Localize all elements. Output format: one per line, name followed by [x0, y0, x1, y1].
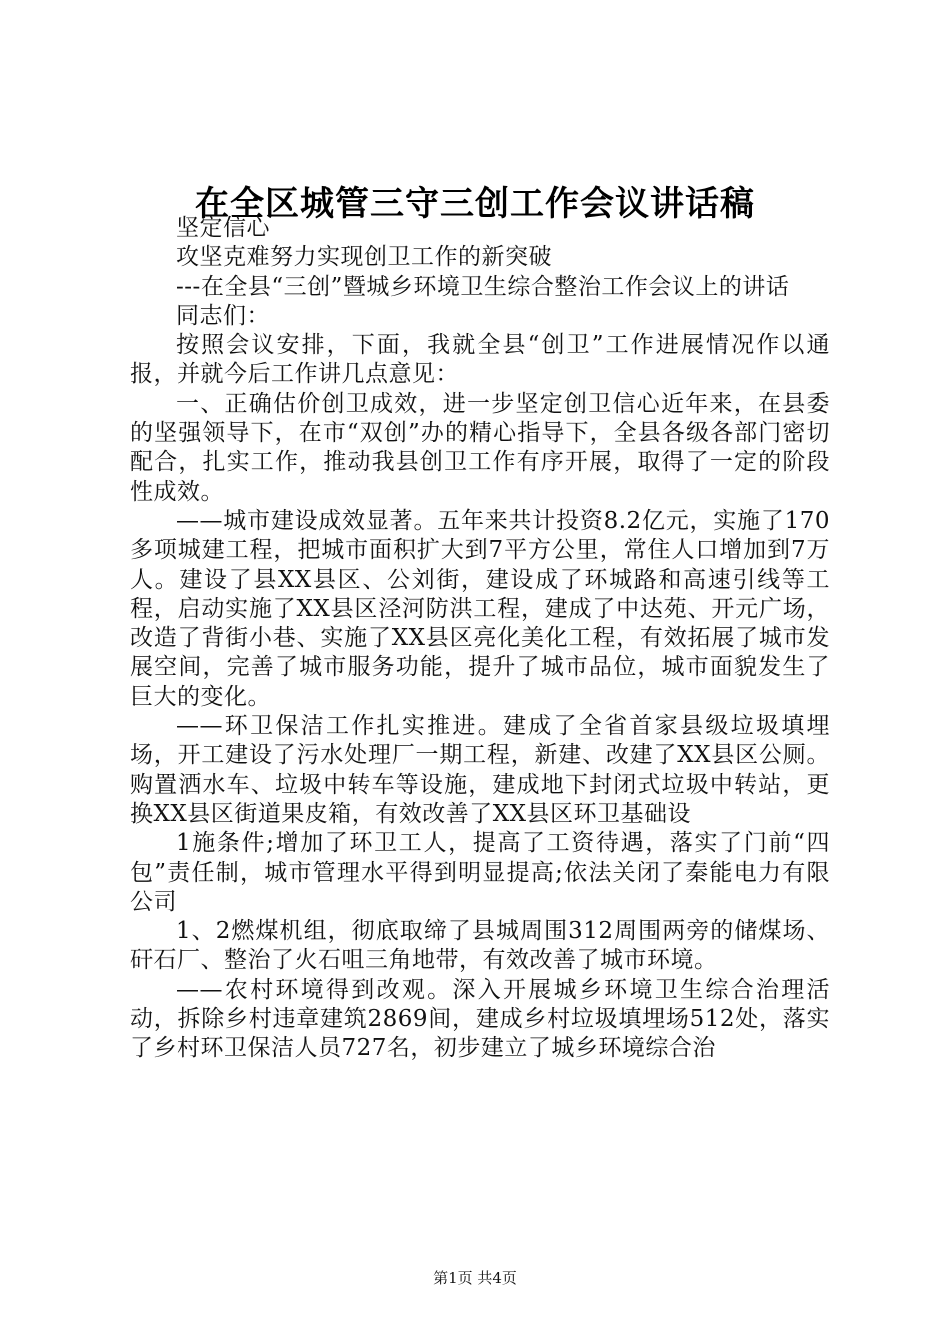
paragraph-coal-units: 1、2燃煤机组，彻底取缔了县城周围312周围两旁的储煤场、矸石厂、整治了火石咀三角地带，有效改善了城市环境。	[130, 918, 830, 974]
paragraph-rural-environment: ——农村环境得到改观。深入开展城乡环境卫生综合治理活动，拆除乡村违章建筑2869间，建成乡村垃圾填埋场512处，落实了乡村环卫保洁人员727名，初步建立了城乡环境综合治	[130, 976, 830, 1062]
paragraph-heading-2: 攻坚克难努力实现创卫工作的新突破	[176, 244, 552, 271]
document-body	[130, 214, 830, 1064]
paragraph-intro: 按照会议安排，下面，我就全县“创卫”工作进展情况作以通报，并就今后工作讲几点意见：	[130, 332, 830, 388]
paragraph-sanitation: ——环卫保洁工作扎实推进。建成了全省首家县级垃圾填埋场，开工建设了污水处理厂一期工程，新建、改建了XX县区公厕。购置洒水车、垃圾中转车等设施，建成地下封闭式垃圾中转站，更换XX县区街道果皮箱，有效改善了XX县区环卫基础设	[130, 713, 830, 827]
page-number-footer: 第1页 共4页	[433, 1269, 517, 1287]
paragraph-sanitation-cont: 1施条件;增加了环卫工人，提高了工资待遇，落实了门前“四包”责任制，城市管理水平得到明显提高;依法关闭了秦能电力有限公司	[130, 830, 830, 915]
paragraph-heading-1: 坚定信心	[176, 215, 270, 241]
paragraph-city-construction: ——城市建设成效显著。五年来共计投资8.2亿元，实施了170多项城建工程，把城市面积扩大到7平方公里，常住人口增加到7万人。建设了县XX县区、公刘街，建设成了环城路和高速引线等工程，启动实施了XX县区泾河防洪工程，建成了中达苑、开元广场，改造了背街小巷、实施了XX县区亮化美化工程，有效拓展了城市发展空间，完善了城市服务功能，提升了城市品位，城市面貌发生了巨大的变化。	[130, 507, 830, 710]
paragraph-salutation: 同志们：	[176, 302, 270, 329]
paragraph-section-1: 一、正确估价创卫成效，进一步坚定创卫信心近年来，在县委的坚强领导下，在市“双创”办的精心指导下，全县各级各部门密切配合，扎实工作，推动我县创卫工作有序开展，取得了一定的阶段性成效。	[130, 390, 830, 505]
document-title: 在全区城管三守三创工作会议讲话稿	[195, 184, 755, 224]
paragraph-subtitle: ---在全县“三创”暨城乡环境卫生综合整治工作会议上的讲话	[176, 273, 790, 300]
